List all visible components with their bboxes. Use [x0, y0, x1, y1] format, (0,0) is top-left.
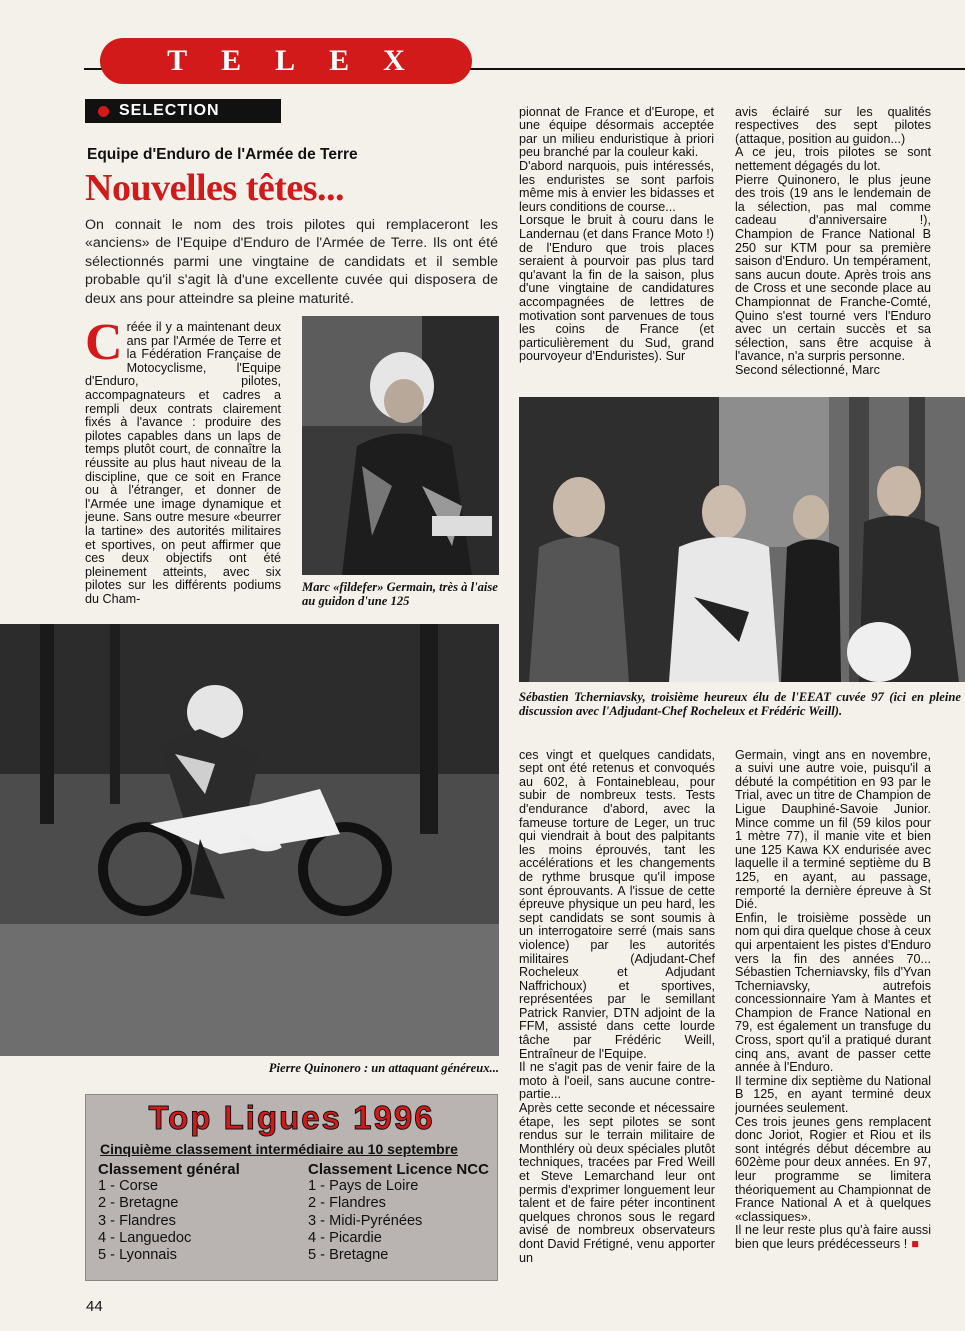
- photo-pierre-quinonero: [0, 624, 499, 1056]
- telex-banner: [100, 38, 472, 84]
- box-right-column: [308, 1161, 489, 1264]
- bullet-icon: [98, 106, 109, 117]
- body-column-4: [519, 735, 715, 1275]
- end-mark-icon: ■: [911, 1236, 919, 1251]
- photo-marc-germain: [302, 316, 499, 575]
- body-column-5: [735, 735, 931, 1275]
- list-item: 4 - Picardie: [308, 1229, 382, 1246]
- telex-title: TELEX: [167, 44, 439, 77]
- list-item: 5 - Bretagne: [308, 1247, 389, 1264]
- caption-pierre: Pierre Quinonero : un attaquant généreux...: [268, 1061, 499, 1075]
- box-left-heading: Classement général: [98, 1161, 240, 1178]
- body-column-1: [85, 321, 281, 617]
- body-column-4-text: ces vingt et quelques candidats, sept ont été retenus et convoqués au 602, à Fontainebleau, pour subir de nombreux tests. Tests d'endurance d'abord, avec la fameuse torture de Leger, un truc qui viendrait à bout des palpitants les moins éprouvés, tant les accélérations et les changements de rythme brusque qu'il impose sont éprouvants. A l'issue de cette épreuve physique un peu hard, les sept candidats se sont soumis à un interrogatoire serré (mais sans violence) par les autorités militaires (Adjudant-Chef Rocheleux et Adjudant Naffrichoux) et sportives, représentées par le semillant Patrick Ranvier, DTN adjoint de la FFM, assisté dans cette lourde tâche par Frédéric Weill, Entraîneur de l'Equipe. Il ne s'agit pas de venir faire de la moto à l'oeil, sans aucune contre-partie... Après cette seconde et nécessaire étape, les sept pilotes se sont rendus sur le terrain militaire de Monthléry où deux spéciales plutôt techniques, tracées par Fred Weill et Steve Lemarchand leur ont permis d'exprimer longuement leur talent et de faire péter incontinent quelques chronos sous le regard avisé de nombreux observateurs dont David Frétigné, venu apporter un: [519, 747, 715, 1265]
- list-item: 5 - Lyonnais: [98, 1247, 177, 1264]
- top-ligues-box: [85, 1094, 498, 1281]
- chapo: On connait le nom des trois pilotes qui remplaceront les «anciens» de l'Equipe d'Enduro de l'Armée de Terre. Ils ont été sélectionnés parmi une vingtaine de candidats et il semble probable qu'il s'agit là d'une excellente cuvée qui disposera de deux ans pour atteindre sa pleine maturité.: [85, 217, 498, 307]
- list-item: 3 - Flandres: [98, 1212, 176, 1229]
- list-item: 2 - Bretagne: [98, 1195, 179, 1212]
- box-left-column: [98, 1161, 240, 1264]
- list-item: 4 - Languedoc: [98, 1229, 192, 1246]
- list-item: 1 - Corse: [98, 1178, 159, 1195]
- kicker: Equipe d'Enduro de l'Armée de Terre: [87, 146, 358, 163]
- box-subtitle: Cinquième classement intermédiaire au 10 septembre: [100, 1141, 458, 1157]
- body-column-5-text: Germain, vingt ans en novembre, a suivi une autre voie, puisqu'il a débuté la compétition en 93 par le Trial, avec un titre de Champion de Ligue Dauphiné-Savoie Junior. Mince comme un fil (59 kilos pour 1 mètre 77), il manie vite et bien une 125 Kawa KX endurisée avec laquelle il a terminé septième du B 125, en ayant, au passage, remporté la dernière épreuve à St Dié. Enfin, le troisième possède un nom qui dira quelque chose à ceux qui arpentaient les pistes d'Enduro vers la fin des années 70... Sébastien Tcherniavsky, fils d'Yvan Tcherniavsky, autrefois concessionnaire Yam à Mantes et Champion de France National en 79, est également un transfuge du Cross, sport qu'il a pratiqué durant cinq ans, avant de passer cette année à l'Enduro. Il termine dix septième du National B 125, en ayant terminé deux journées seulement. Ces trois jeunes gens remplacent donc Joriot, Rogier et Riou et ils sont intégrés début décembre au 602ème pour deux années. En 97, leur programme se limitera théoriquement au Championnat de France National A et à quelques «classiques». Il ne leur reste plus qu'à faire aussi bien que leurs prédécesseurs !: [735, 747, 931, 1251]
- photo-sebastien-group: [519, 397, 965, 682]
- body-column-3-text: avis éclairé sur les qualités respectives des sept pilotes (attaque, position au guidon...) A ce jeu, trois pilotes se sont nettement dégagés du lot. Pierre Quinonero, le plus jeune des trois (19 ans le lendemain de la sélection, pas mal comme cadeau d'anniversaire !), Champion de France National B 250 sur KTM pour sa première saison d'Enduro. Un tempérament, sans aucun doute. Après trois ans de Cross et une seconde place au Championnat de Franche-Comté, Quino s'est tourné vers l'Enduro avec un certain succès et sa sélection, sans être acquise à l'avance, n'a surpris personne. Second sélectionné, Marc: [735, 104, 931, 377]
- section-text: SELECTION: [119, 102, 220, 119]
- caption-marc: Marc «fildefer» Germain, très à l'aise au guidon d'une 125: [302, 580, 498, 608]
- page-number: 44: [86, 1298, 103, 1315]
- list-item: 1 - Pays de Loire: [308, 1178, 419, 1195]
- section-label: [85, 99, 281, 123]
- caption-sebastien: Sébastien Tcherniavsky, troisième heureux élu de l'EEAT cuvée 97 (ici en pleine discussion avec l'Adjudant-Chef Rocheleux et Frédéric Weill).: [519, 690, 961, 718]
- body-column-2-text: pionnat de France et d'Europe, et une équipe désormais acceptée par un milieu enduristique à priori peu branché par la couleur kaki. D'abord narquois, puis intéressés, les enduristes se sont parfois même mis à envier les bidasses et leurs conditions de course... Lorsque le bruit à couru dans le Landernau (et dans France Moto !) de l'Enduro que trois places seraient à pourvoir pas plus tard qu'avant la fin de la saison, plus d'une vingtaine de candidatures accompagnées de lettres de motivation sont parvenues de tous les coins de France (et particulièrement du Sud, grand pourvoyeur d'Enduristes). Sur: [519, 104, 714, 364]
- box-right-heading: Classement Licence NCC: [308, 1161, 489, 1178]
- body-column-1-text: réée il y a maintenant deux ans par l'Armée de Terre et la Fédération Française de Motocyclisme, l'Equipe d'Enduro, pilotes, accompagnateurs et cadres a rempli deux contrats clairement fixés à l'avance : produire des pilotes capables dans un laps de temps plutôt court, de connaître la réussite au plus haut niveau de la discipline, que ce soit en France ou à l'étranger, et donner de l'Armée une image dynamique et jeune. Sans outre mesure «beurrer la tartine» des autorités militaires et sportives, on peut affirmer que ces deux objectifs ont été pleinement atteints, avec six pilotes sur les différents podiums du Cham-: [85, 321, 281, 606]
- box-title: Top Ligues 1996: [148, 1099, 435, 1136]
- headline: Nouvelles têtes...: [85, 167, 345, 209]
- body-column-2: [519, 92, 714, 390]
- body-column-3: [735, 92, 931, 390]
- drop-cap: C: [85, 321, 123, 371]
- list-item: 3 - Midi-Pyrénées: [308, 1212, 423, 1229]
- list-item: 2 - Flandres: [308, 1195, 386, 1212]
